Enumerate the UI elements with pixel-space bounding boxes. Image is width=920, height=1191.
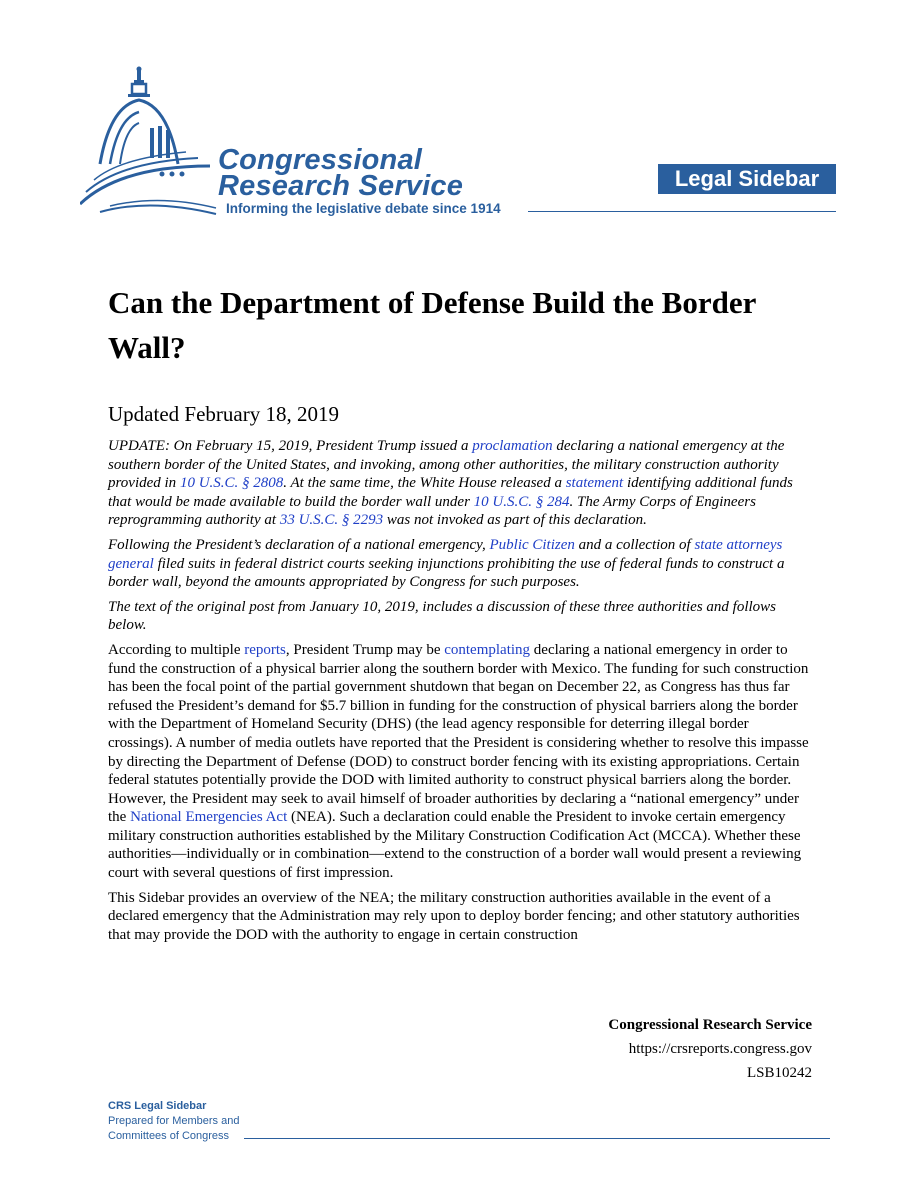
- inline-link[interactable]: proclamation: [472, 438, 553, 454]
- bottom-line1: Prepared for Members and: [108, 1115, 240, 1127]
- paragraph: [108, 536, 812, 592]
- inline-link[interactable]: 10 U.S.C. § 284: [473, 493, 570, 510]
- inline-link[interactable]: National Emergencies Act: [130, 809, 288, 826]
- paragraph: [108, 641, 812, 883]
- footer-org-name: Congressional Research Service: [608, 1017, 812, 1033]
- bottom-title: CRS Legal Sidebar: [108, 1100, 207, 1112]
- inline-link[interactable]: Public Citizen: [489, 536, 575, 553]
- paragraph-text: (NEA). Such a declaration could enable the President to invoke certain emergency military construction authorities established by the Military Construction Codification Act (MCCA). Whether these authorities—individually or in combination—extend to the construction of a border wall would present a reviewing court with several questions of first impression.: [108, 809, 802, 882]
- inline-link[interactable]: contemplating: [444, 641, 531, 658]
- paragraph-text: was not invoked as part of this declaration.: [383, 512, 647, 529]
- paragraph-text: and a collection of: [574, 536, 695, 553]
- report-id: LSB10242: [746, 1065, 812, 1081]
- paragraph-text: declaring a national emergency in order to fund the construction of a physical barrier along the southern border with Mexico. The funding for such construction has been the focal point of the partial government shutdown that began on December 22, as Congress has thus far refused the President’s demand for $5.7 billion in funding for the construction of physical barriers along the border with the Department of Homeland Security (DHS) (the lead agency responsible for deterring illegal border crossings). A number of media outlets have reported that the President is considering whether to resolve this impasse by directing the Department of Defense (DOD) to construct border fencing with its existing appropriations. Certain federal statutes potentially provide the DOD with limited authority to construct physical barriers along the border. However, the President may seek to avail himself of broader authorities by declaring a “national emergency” under the: [108, 641, 809, 826]
- bottom-line2: Committees of Congress: [108, 1130, 230, 1142]
- paragraph: [108, 889, 812, 945]
- article-body: [108, 437, 812, 950]
- org-name-line2: Research Service: [218, 170, 464, 202]
- inline-link[interactable]: statement: [565, 475, 624, 492]
- org-tagline: Informing the legislative debate since 1914: [226, 201, 501, 216]
- footer-url[interactable]: https://crsreports.congress.gov: [628, 1041, 812, 1057]
- paragraph-text: filed suits in federal district courts seeking injunctions prohibiting the use of federal funds to construct a border wall, beyond the amounts appropriated by Congress for such purposes.: [108, 555, 785, 591]
- paragraph-text: declaring a national emergency at the southern border of the United States, and invoking, among other authorities, the military construction authority provided in: [108, 438, 785, 492]
- inline-link[interactable]: state attorneys general: [108, 536, 783, 572]
- inline-link[interactable]: 10 U.S.C. § 2808: [179, 475, 284, 492]
- inline-link[interactable]: 33 U.S.C. § 2293: [279, 512, 384, 529]
- paragraph-text: The text of the original post from January 10, 2019, includes a discussion of these three authorities and follows below.: [108, 598, 777, 634]
- paragraph: [108, 437, 812, 530]
- paragraph-text: identifying additional funds that would be made available to build the border wall under: [108, 475, 793, 510]
- paragraph-text: . The Army Corps of Engineers reprogramming authority at: [108, 493, 756, 529]
- footer-info: [608, 1013, 812, 1085]
- paragraph-text: Following the President’s declaration of a national emergency,: [108, 536, 490, 553]
- paragraph-text: According to multiple: [108, 641, 245, 658]
- paragraph-text: , President Trump may be: [285, 641, 445, 658]
- paragraph-text: This Sidebar provides an overview of the NEA; the military construction authorities available in the event of a declared emergency that the Administration may rely upon to deploy border fencing; and other statutory authorities that may provide the DOD with the authority to engage in certain construction: [108, 889, 800, 943]
- page-title: Can the Department of Defense Build the Border Wall?: [108, 285, 756, 365]
- bottom-label: [108, 1099, 239, 1144]
- paragraph: [108, 598, 812, 635]
- org-name-line1: Congressional: [218, 144, 423, 176]
- capitol-dome-logo: [80, 66, 220, 216]
- header-divider: [528, 211, 836, 212]
- paragraph-text: UPDATE: On February 15, 2019, President Trump issued a: [108, 438, 473, 454]
- paragraph-text: . At the same time, the White House released a: [283, 475, 566, 492]
- inline-link[interactable]: reports: [244, 641, 286, 658]
- legal-sidebar-badge: Legal Sidebar: [658, 164, 836, 194]
- updated-date: Updated February 18, 2019: [108, 402, 339, 426]
- bottom-divider: [244, 1138, 830, 1139]
